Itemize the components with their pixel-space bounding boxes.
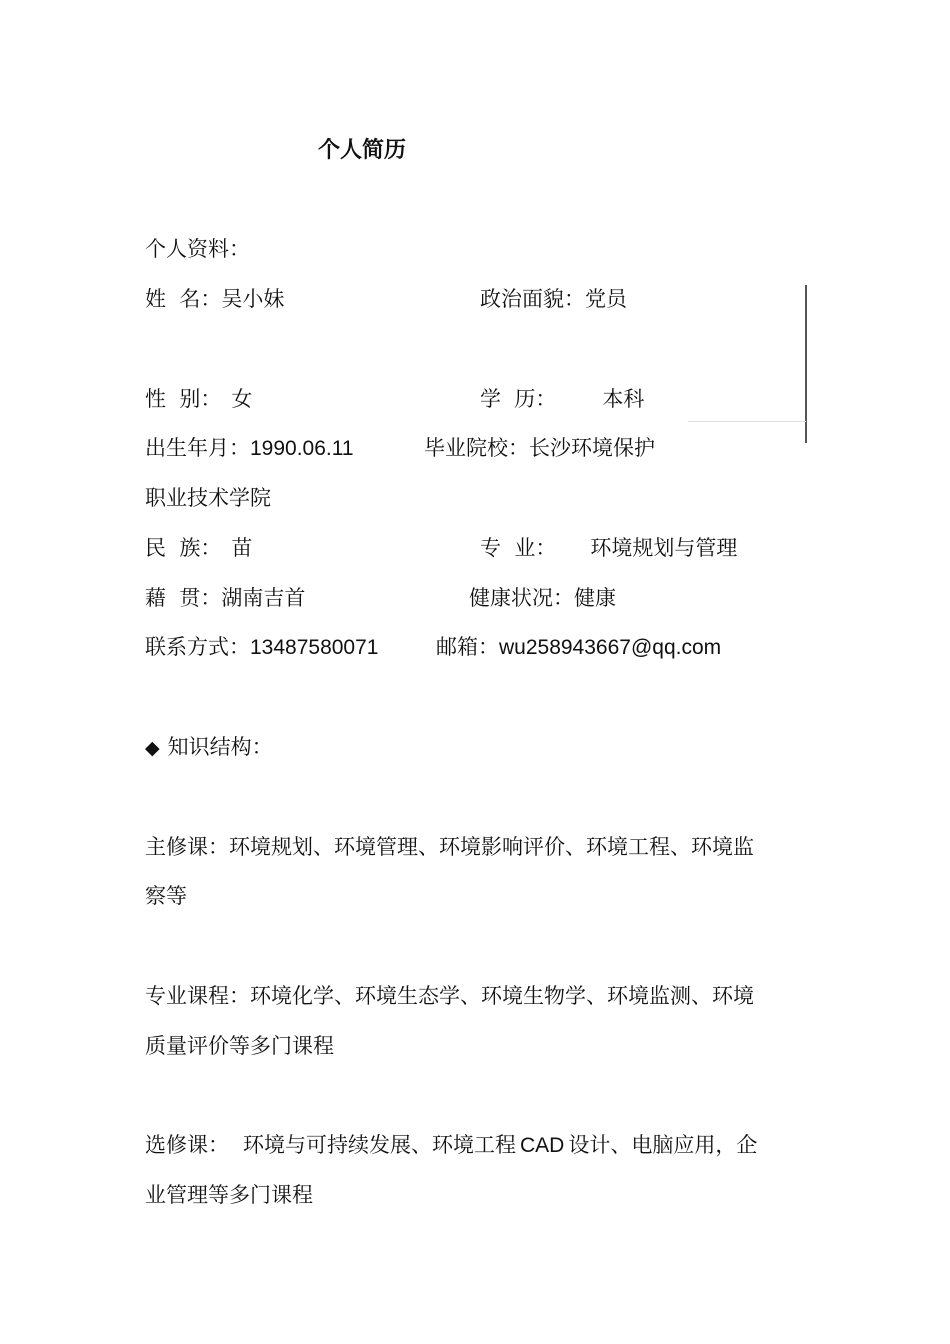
professional-courses-line2: 质量评价等多门课程 <box>145 1034 334 1058</box>
ethnicity-row <box>145 538 252 559</box>
school-value-line1: 长沙环境保护 <box>529 436 655 460</box>
knowledge-heading: 知识结构： <box>167 735 273 759</box>
frame-horizontal-line <box>688 421 806 422</box>
education-row <box>480 389 644 410</box>
political-label: 政治面貌： <box>480 287 585 311</box>
political-row <box>480 289 627 310</box>
birth-row <box>145 438 354 459</box>
hometown-value: 湖南吉首 <box>221 586 306 610</box>
health-row <box>469 588 616 609</box>
professional-courses-line1: 专业课程：环境化学、环境生态学、环境生物学、环境监测、环境 <box>145 984 754 1008</box>
major-label: 专 业： <box>480 536 557 560</box>
email-row <box>436 637 721 658</box>
elective-cad: CAD <box>520 1134 565 1157</box>
elective-part1: 环境与可持续发展、环境工程 <box>243 1133 516 1157</box>
education-label: 学 历： <box>480 387 557 411</box>
frame-vertical-line <box>805 285 807 443</box>
elective-courses-line1 <box>145 1135 757 1156</box>
name-row <box>145 289 284 310</box>
elective-label: 选修课： <box>145 1133 229 1157</box>
contact-label: 联系方式： <box>145 635 250 659</box>
email-value: wu258943667@qq.com <box>499 636 722 659</box>
gender-row <box>145 389 252 410</box>
birth-label: 出生年月： <box>145 436 250 460</box>
main-courses-line2: 察等 <box>145 884 187 908</box>
major-value: 环境规划与管理 <box>590 536 738 560</box>
ethnicity-value: 苗 <box>231 536 253 560</box>
education-value: 本科 <box>602 387 645 411</box>
elective-courses-line2: 业管理等多门课程 <box>145 1183 313 1207</box>
major-row <box>480 538 737 559</box>
gender-value: 女 <box>231 387 253 411</box>
diamond-bullet-icon: ◆ <box>145 737 160 759</box>
birth-value: 1990.06.11 <box>250 437 354 460</box>
political-value: 党员 <box>585 287 627 311</box>
personal-info-heading: 个人资料： <box>145 237 250 261</box>
hometown-row <box>145 588 305 609</box>
knowledge-heading-row <box>145 737 273 758</box>
name-label: 姓 名： <box>145 287 222 311</box>
school-value-line2: 职业技术学院 <box>145 486 271 510</box>
health-label: 健康状况： <box>469 586 574 610</box>
ethnicity-label: 民 族： <box>145 536 222 560</box>
hometown-label: 藉 贯： <box>145 586 222 610</box>
school-label: 毕业院校： <box>424 436 529 460</box>
contact-row <box>145 637 378 658</box>
email-label: 邮箱： <box>436 635 499 659</box>
elective-part2: 设计、电脑应用，企 <box>568 1133 758 1157</box>
contact-value: 13487580071 <box>250 636 379 659</box>
main-courses-line1: 主修课：环境规划、环境管理、环境影响评价、环境工程、环境监 <box>145 835 754 859</box>
school-row <box>424 438 655 459</box>
health-value: 健康 <box>574 586 616 610</box>
page-title: 个人简历 <box>318 138 407 163</box>
gender-label: 性 别： <box>145 387 222 411</box>
name-value: 吴小妹 <box>221 287 285 311</box>
